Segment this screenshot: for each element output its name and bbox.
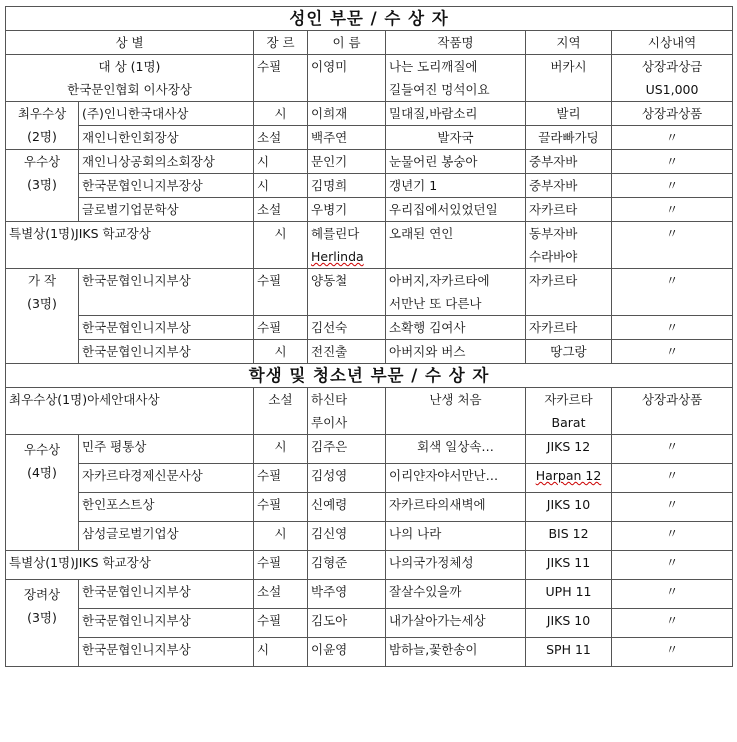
group-label: 우수상 [23,442,61,457]
region-cell: 땅그랑 [526,340,612,364]
region-cell: 중부자바 [526,174,612,198]
table-row [6,551,733,580]
work-cell: 밤하늘,꽃한송이 [386,638,526,667]
name-cell: 김형준 [308,551,386,580]
name-cell: 김주은 [308,435,386,464]
header-category: 상 별 [6,31,254,55]
genre-cell: 소설 [254,388,308,435]
name-cell: 이윤영 [308,638,386,667]
prize-cell: 상장과상품 [612,388,733,435]
section-header-row [6,364,733,388]
name-cell: 우병기 [308,198,386,222]
prize-cell: 〃 [612,580,733,609]
group-label-cell [6,102,79,150]
region-text: Harpan 12 [535,468,602,483]
header-genre: 장 르 [254,31,308,55]
award-cell: 한국문협인니지부상 [79,269,254,316]
header-region: 지역 [526,31,612,55]
work-cell: 난생 처음 [386,388,526,435]
region-cell: 버카시 [526,55,612,102]
grand-award: 한국문인협회 이사장상 [67,82,192,97]
work-cell: 내가살아가는세상 [386,609,526,638]
work-cell [386,269,526,316]
name-cell: 문인기 [308,150,386,174]
work-cell: 소확행 김여사 [386,316,526,340]
section-title-student: 학생 및 청소년 부문 / 수 상 자 [6,364,733,388]
group-label-cell [6,435,79,551]
award-cell: 재인니상공회의소회장상 [79,150,254,174]
group-label-cell [6,580,79,667]
section-header-row [6,7,733,31]
region-cell [526,222,612,269]
work-line: 아버지,자카르타에 [389,273,490,288]
region-cell: 자카르타 [526,316,612,340]
header-prize: 시상내역 [612,31,733,55]
region-line: 자카르타 [544,392,593,407]
prize-cell: 〃 [612,493,733,522]
award-cell: 삼성글로벌기업상 [79,522,254,551]
region-cell: 발리 [526,102,612,126]
work-cell: 회색 일상속… [386,435,526,464]
genre-cell: 시 [254,174,308,198]
genre-cell: 수필 [254,493,308,522]
table-row [6,388,733,435]
genre-cell: 수필 [254,609,308,638]
region-cell: 자카르타 [526,198,612,222]
award-cell: 한국문협인니지부상 [79,609,254,638]
genre-cell: 수필 [254,464,308,493]
work-line: 길들여진 멍석이요 [389,82,490,97]
name-cell: 김도아 [308,609,386,638]
award-cell: 특별상(1명)JIKS 학교장상 [6,222,254,269]
table-row [6,580,733,609]
name-line: 헤를린다 [311,226,360,241]
work-cell [386,55,526,102]
group-label: 가 작 [27,273,57,288]
group-count: (3명) [27,296,57,311]
region-cell: JIKS 10 [526,493,612,522]
prize-cell: 〃 [612,198,733,222]
group-label-cell [6,269,79,364]
table-row [6,316,733,340]
table-row [6,638,733,667]
awards-table [5,6,733,667]
genre-cell: 소설 [254,126,308,150]
region-cell: 끌라빠가딩 [526,126,612,150]
header-work: 작품명 [386,31,526,55]
genre-cell: 소설 [254,198,308,222]
name-cell: 김신영 [308,522,386,551]
table-row [6,522,733,551]
genre-cell: 시 [254,102,308,126]
prize-cell: 〃 [612,316,733,340]
award-cell: 한국문협인니지부장상 [79,174,254,198]
table-row [6,55,733,102]
prize-cell: 〃 [612,609,733,638]
header-name: 이 름 [308,31,386,55]
award-cell: 민주 평통상 [79,435,254,464]
prize-cell: 〃 [612,551,733,580]
region-cell: JIKS 12 [526,435,612,464]
genre-cell: 시 [254,522,308,551]
genre-cell: 수필 [254,269,308,316]
genre-cell: 수필 [254,55,308,102]
genre-cell: 시 [254,222,308,269]
region-line: 동부자바 [529,226,578,241]
region-cell: SPH 11 [526,638,612,667]
table-row [6,150,733,174]
award-cell: 글로벌기업문학상 [79,198,254,222]
genre-cell: 수필 [254,316,308,340]
region-line: 수라바야 [529,249,578,264]
name-cell [308,222,386,269]
group-label: 우수상 [23,154,61,169]
work-cell: 발자국 [386,126,526,150]
prize-cell: 〃 [612,222,733,269]
name-cell: 박주영 [308,580,386,609]
name-cell [308,388,386,435]
work-line: 나는 도리깨질에 [389,59,478,74]
region-cell: BIS 12 [526,522,612,551]
group-label: 최우수상 [17,106,67,121]
table-row [6,435,733,464]
genre-cell: 시 [254,435,308,464]
table-row [6,126,733,150]
table-row [6,102,733,126]
name-cell: 이영미 [308,55,386,102]
table-row [6,609,733,638]
name-cell: 김성영 [308,464,386,493]
award-cell: 한국문협인니지부상 [79,638,254,667]
region-cell: JIKS 11 [526,551,612,580]
group-label: 장려상 [23,587,61,602]
name-cell: 이희재 [308,102,386,126]
name-line: Herlinda [311,249,364,264]
name-cell: 전진출 [308,340,386,364]
name-cell: 백주연 [308,126,386,150]
award-cell: 재인니한인회장상 [79,126,254,150]
name-cell: 김명희 [308,174,386,198]
prize-cell: 〃 [612,464,733,493]
prize-line: US1,000 [645,82,699,97]
work-cell: 눈물어린 봉숭아 [386,150,526,174]
award-cell: (주)인니한국대사상 [79,102,254,126]
table-row [6,464,733,493]
region-cell [526,388,612,435]
group-count: (3명) [27,610,57,625]
work-cell: 나의 나라 [386,522,526,551]
name-cell: 양동철 [308,269,386,316]
award-cell: 한국문협인니지부상 [79,316,254,340]
table-row [6,340,733,364]
name-line: 루이사 [311,415,348,430]
prize-cell: 〃 [612,340,733,364]
genre-cell: 시 [254,150,308,174]
work-cell: 오래된 연인 [386,222,526,269]
award-cell: 한국문협인니지부상 [79,580,254,609]
region-cell: JIKS 10 [526,609,612,638]
award-cell: 자카르타경제신문사상 [79,464,254,493]
prize-cell: 상장과상품 [612,102,733,126]
group-label-cell [6,150,79,222]
name-cell: 신예령 [308,493,386,522]
genre-cell: 수필 [254,551,308,580]
award-cell: 한인포스트상 [79,493,254,522]
region-cell [526,464,612,493]
grand-title: 대 상 (1명) [98,59,161,74]
prize-cell [612,55,733,102]
work-cell: 나의국가정체성 [386,551,526,580]
group-count: (2명) [27,129,57,144]
region-cell: UPH 11 [526,580,612,609]
group-count: (4명) [27,465,57,480]
work-cell: 아버지와 버스 [386,340,526,364]
table-row [6,222,733,269]
genre-cell: 시 [254,638,308,667]
region-line: Barat [551,415,586,430]
work-cell: 우리집에서있었던일 [386,198,526,222]
name-line: 하신타 [311,392,348,407]
award-cell: 최우수상(1명)아세안대사상 [6,388,254,435]
prize-cell: 〃 [612,126,733,150]
group-count: (3명) [27,177,57,192]
region-cell: 자카르타 [526,269,612,316]
award-cell: 한국문협인니지부상 [79,340,254,364]
section-title-adult: 성인 부문 / 수 상 자 [6,7,733,31]
work-cell: 잘살수있을까 [386,580,526,609]
genre-cell: 소설 [254,580,308,609]
table-row [6,198,733,222]
genre-cell: 시 [254,340,308,364]
name-cell: 김선숙 [308,316,386,340]
region-cell: 중부자바 [526,150,612,174]
table-row [6,269,733,316]
table-row [6,174,733,198]
column-header-row [6,31,733,55]
prize-cell: 〃 [612,522,733,551]
work-cell: 갱년기 1 [386,174,526,198]
work-cell: 밀대질,바람소리 [386,102,526,126]
work-line: 서만난 또 다른나 [389,296,482,311]
work-cell: 이리얀자야서만난… [386,464,526,493]
table-row [6,493,733,522]
prize-line: 상장과상금 [641,59,703,74]
prize-cell: 〃 [612,435,733,464]
work-cell: 자카르타의새벽에 [386,493,526,522]
prize-cell: 〃 [612,174,733,198]
prize-cell: 〃 [612,150,733,174]
grand-award-cell [6,55,254,102]
award-cell: 특별상(1명)JIKS 학교장상 [6,551,254,580]
prize-cell: 〃 [612,269,733,316]
prize-cell: 〃 [612,638,733,667]
